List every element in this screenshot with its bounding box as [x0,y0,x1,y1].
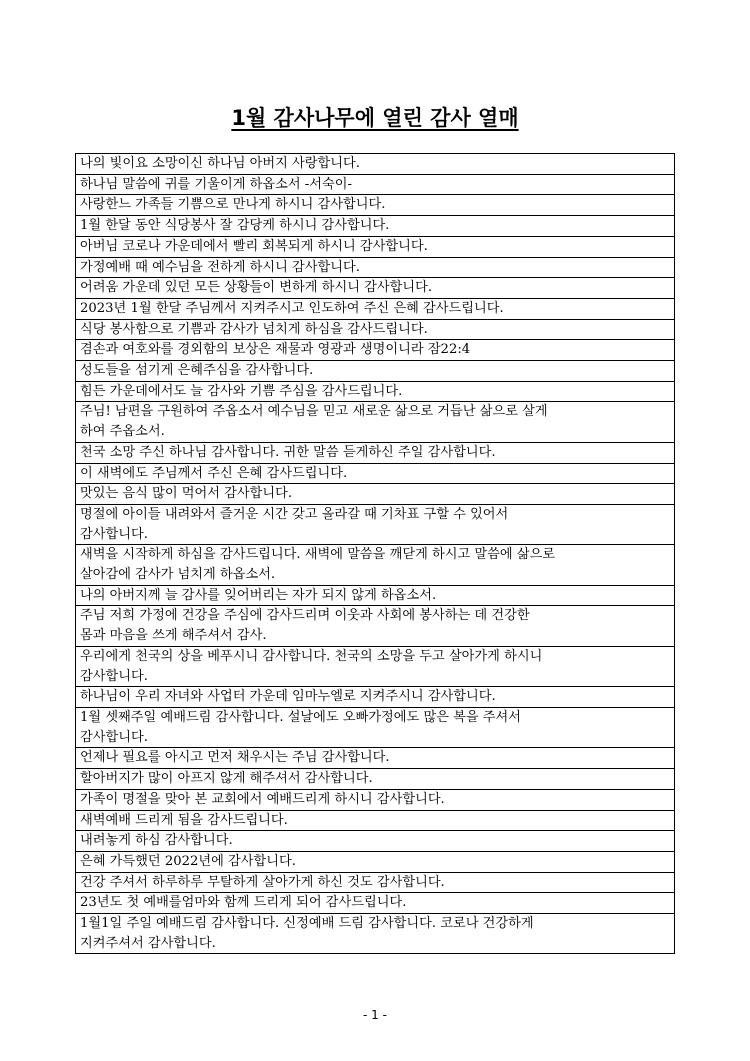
table-row [76,687,675,708]
thanks-entry-line: 지켜주셔서 감사합니다. [80,935,216,951]
thanks-entry-line: 새벽예배 드리게 됨을 감사드립니다. [80,812,288,828]
table-row [76,278,675,299]
thanks-entry-cell [76,257,675,278]
thanks-entry-line: 감사합니다. [80,668,148,684]
table-row [76,810,675,831]
thanks-entry-line: 가족이 명절을 맞아 본 교회에서 예배드리게 하시니 감사합니다. [80,791,445,807]
table-row [76,914,675,954]
table-row [76,154,675,175]
thanks-entry-line: 1월1일 주일 예배드림 감사합니다. 신정예배 드림 감사합니다. 코로나 건강하게 [80,916,534,932]
thanks-entry-line: 2023년 1월 한달 주님께서 지켜주시고 인도하여 주신 은혜 감사드립니다. [80,300,504,316]
table-row [76,463,675,484]
thanks-entry-cell [76,216,675,237]
thanks-entry-cell [76,872,675,893]
thanks-entry-cell [76,174,675,195]
thanks-entry-line: 천국 소망 주신 하나님 감사합니다. 귀한 말씀 듣게하신 주일 감사합니다. [80,444,496,460]
table-row [76,769,675,790]
table-row [76,381,675,402]
thanks-entry-cell [76,463,675,484]
page-title-text: 1월 감사나무에 열린 감사 열매 [231,106,519,130]
table-row [76,646,675,686]
thanks-entry-line: 성도들을 섬기게 은혜주심을 감사합니다. [80,363,314,379]
thanks-entry-line: 가정예배 때 예수님을 전하게 하시니 감사합니다. [80,259,360,275]
table-row [76,174,675,195]
table-row [76,707,675,747]
thanks-entry-line: 새벽을 시작하게 하심을 감사드립니다. 새벽에 말씀을 깨닫게 하시고 말씀에 삶으로 [80,547,556,563]
thanks-entry-line: 나의 아버지께 늘 감사를 잊어버리는 자가 되지 않게 하옵소서. [80,587,437,603]
thanks-entry-line: 건강 주셔서 하루하루 무탈하게 살아가게 하신 것도 감사합니다. [80,874,445,890]
thanks-entry-cell [76,504,675,544]
thanks-entry-cell [76,545,675,585]
thanks-entry-line: 맛있는 음식 많이 먹어서 감사합니다. [80,486,293,502]
table-row [76,257,675,278]
thanks-entry-line: 하나님 말씀에 귀를 기울이게 하옵소서 -서숙이- [80,176,352,192]
thanks-entry-line: 겸손과 여호와를 경외함의 보상은 재물과 영광과 생명이니라 잠22:4 [80,342,471,358]
table-row [76,298,675,319]
page-number: - 1 - [363,1008,387,1022]
table-row [76,545,675,585]
thanks-entry-line: 우리에게 천국의 상을 베푸시니 감사합니다. 천국의 소망을 두고 살아가게 하시니 [80,648,543,664]
thanks-entry-cell [76,585,675,606]
thanks-entry-cell [76,687,675,708]
thanks-table-body [76,154,675,954]
thanks-entry-line: 감사합니다. [80,729,148,745]
table-row [76,789,675,810]
table-row [76,402,675,442]
table-row [76,361,675,382]
table-row [76,504,675,544]
thanks-entry-cell [76,831,675,852]
thanks-entry-cell [76,484,675,505]
thanks-entry-line: 어려움 가운데 있던 모든 상황들이 변하게 하시니 감사합니다. [80,280,433,296]
thanks-entry-line: 1월 셋째주일 예배드림 감사합니다. 설날에도 오빠가정에도 많은 복을 주셔서 [80,709,522,725]
thanks-entry-line: 23년도 첫 예배를엄마와 함께 드리게 되어 감사드립니다. [80,895,407,911]
table-row [76,319,675,340]
thanks-entry-cell [76,606,675,646]
thanks-entry-cell [76,278,675,299]
thanks-entry-cell [76,893,675,914]
thanks-entry-line: 이 새벽에도 주님께서 주신 은혜 감사드립니다. [80,465,348,481]
thanks-entry-line: 힘든 가운데에서도 늘 감사와 기쁨 주심을 감사드립니다. [80,383,403,399]
thanks-entry-line: 1월 한달 동안 식당봉사 잘 감당케 하시니 감사합니다. [80,218,390,234]
thanks-entry-line: 하여 주옵소서. [80,424,165,440]
thanks-entry-line: 언제나 필요를 아시고 먼저 채우시는 주님 감사합니다. [80,750,390,766]
table-row [76,340,675,361]
thanks-entry-cell [76,646,675,686]
thanks-entry-cell [76,748,675,769]
thanks-entry-cell [76,402,675,442]
thanks-entry-cell [76,319,675,340]
table-row [76,831,675,852]
thanks-entry-line: 은혜 가득했던 2022년에 감사합니다. [80,853,296,869]
thanks-entry-line: 사랑한느 가족들 기쁨으로 만나게 하시니 감사합니다. [80,197,386,213]
thanks-entry-cell [76,236,675,257]
table-row [76,442,675,463]
thanks-entry-cell [76,769,675,790]
thanks-entry-cell [76,298,675,319]
thanks-entry-line: 감사합니다. [80,526,148,542]
thanks-entry-line: 몸과 마음을 쓰게 해주셔서 감사. [80,628,267,644]
table-row [76,606,675,646]
table-row [76,236,675,257]
table-row [76,585,675,606]
thanks-entry-line: 아버님 코로나 가운데에서 빨리 회복되게 하시니 감사합니다. [80,238,428,254]
thanks-entry-line: 주님! 남편을 구원하여 주옵소서 예수님을 믿고 새로운 삶으로 거듭난 삶으로 살게 [80,404,548,420]
table-row [76,748,675,769]
table-row [76,893,675,914]
thanks-entry-line: 하나님이 우리 자녀와 사업터 가운데 임마누엘로 지켜주시니 감사합니다. [80,689,496,705]
thanks-entry-cell [76,789,675,810]
thanks-entry-line: 할아버지가 많이 아프지 않게 해주셔서 감사합니다. [80,771,373,787]
table-row [76,216,675,237]
thanks-table [75,153,675,954]
thanks-entry-cell [76,154,675,175]
table-row [76,851,675,872]
thanks-entry-cell [76,707,675,747]
table-row [76,195,675,216]
thanks-entry-cell [76,914,675,954]
thanks-entry-cell [76,442,675,463]
thanks-entry-line: 내려놓게 하심 감사합니다. [80,833,233,849]
thanks-entry-cell [76,851,675,872]
thanks-entry-line: 나의 빛이요 소망이신 하나님 아버지 사랑합니다. [80,156,360,171]
thanks-entry-cell [76,361,675,382]
thanks-entry-cell [76,381,675,402]
thanks-entry-cell [76,810,675,831]
table-row [76,872,675,893]
page-title [0,103,750,133]
thanks-entry-cell [76,340,675,361]
thanks-entry-line: 식당 봉사함으로 기쁨과 감사가 넘치게 하심을 감사드립니다. [80,321,428,337]
thanks-entry-line: 명절에 아이들 내려와서 즐거운 시간 갖고 올라갈 때 기차표 구할 수 있어서 [80,506,509,522]
thanks-entry-line: 살아감에 감사가 넘치게 하옵소서. [80,567,276,583]
thanks-entry-line: 주님 저희 가정에 건강을 주심에 감사드리며 이웃과 사회에 봉사하는 데 건강한 [80,608,530,624]
thanks-entry-cell [76,195,675,216]
table-row [76,484,675,505]
